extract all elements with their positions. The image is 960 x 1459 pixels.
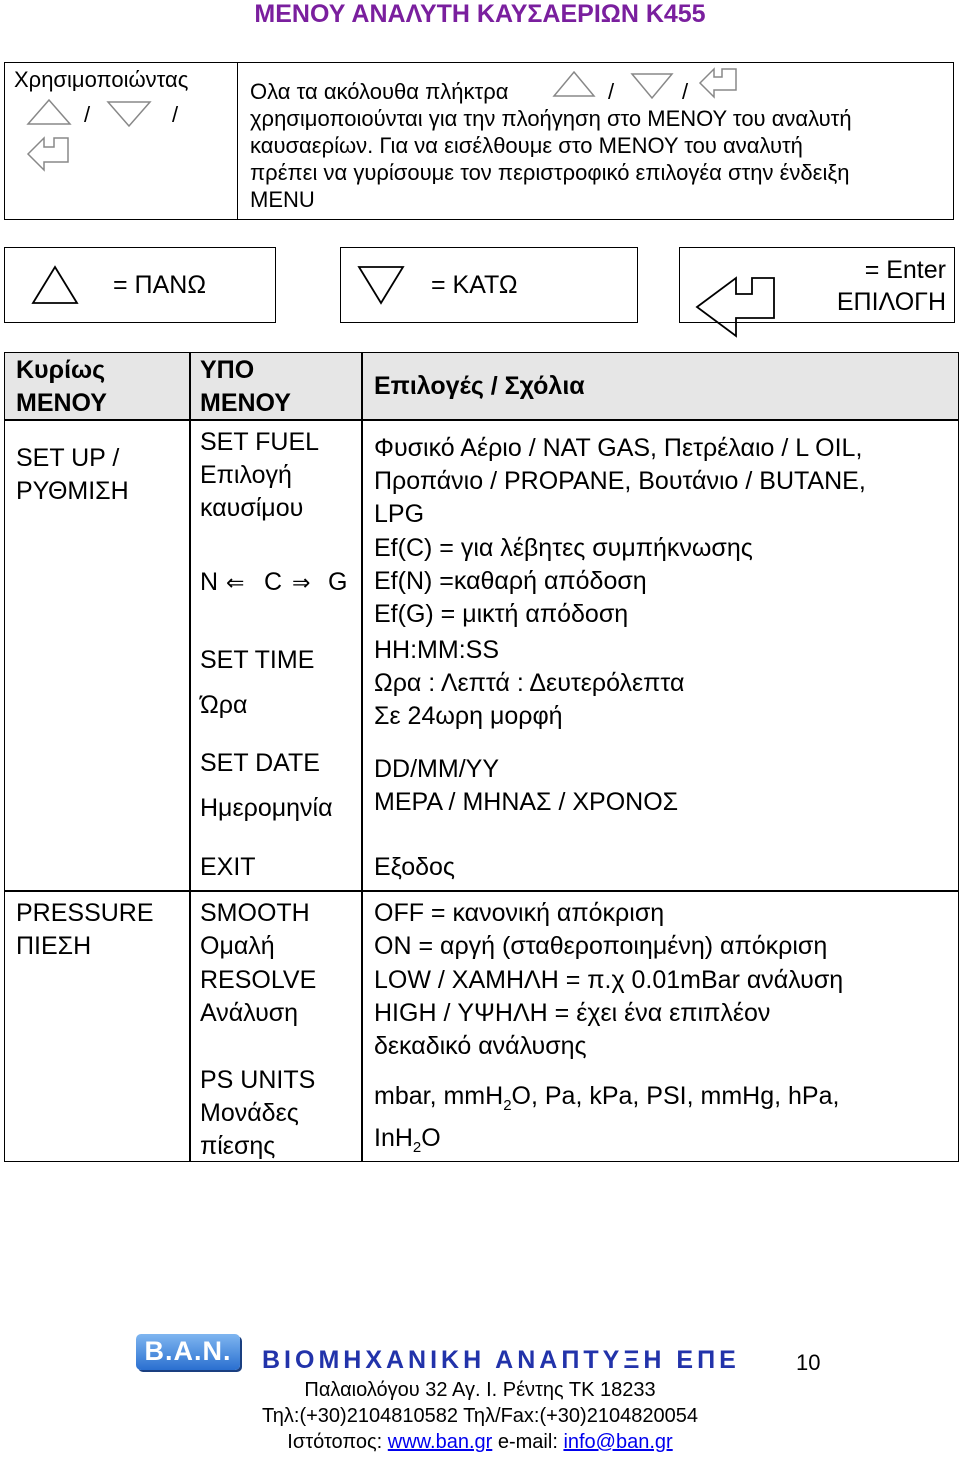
table-hline-pressure [5, 890, 958, 892]
website-link[interactable]: www.ban.gr [387, 1431, 493, 1453]
units-line-2: InH$_2$O [374, 1124, 441, 1156]
submenu-exit: EXIT [200, 853, 256, 881]
intro-sep-1: / [84, 102, 91, 127]
options-exit: Εξοδος [374, 853, 455, 881]
header-sub: ΥΠΟ ΜΕΝΟΥ [200, 356, 291, 417]
submenu-set-fuel: SET FUEL Επιλογή καυσίμου [200, 428, 320, 522]
email-link[interactable]: info@ban.gr [563, 1431, 673, 1453]
intro-sep-2: / [172, 102, 179, 127]
company-name: ΒΙΟΜΗΧΑΝΙΚΗ ΑΝΑΠΤΥΞΗ ΕΠΕ [262, 1346, 740, 1374]
intro-line-3: καυσαερίων. Για να εισέλθουμε στο ΜΕΝΟΥ του αναλυτή [250, 133, 803, 158]
header-main: Κυρίως ΜΕΝΟΥ [16, 356, 107, 417]
intro-text [250, 78, 950, 213]
footer-contact: Ιστότοπος: www.ban.gr e-mail: info@ban.gr [287, 1431, 673, 1453]
table-hline-header [5, 419, 958, 421]
legend-enter-line-2: ΕΠΙΛΟΓΗ [836, 288, 946, 316]
intro-left-icons [26, 98, 231, 188]
submenu-ncg [200, 566, 356, 599]
header-options: Επιλογές / Σχόλια [374, 372, 585, 400]
arrow-left-icon: ⇐ [226, 570, 245, 595]
intro-line-5: MENU [250, 187, 315, 212]
page-number: 10 [796, 1350, 821, 1375]
down-arrow-icon [106, 100, 152, 128]
options-fuel: Φυσικό Αέριο / NAT GAS, Πετρέλαιο / L OIL, Προπάνιο / PROPANE, Βουτάνιο / BUTANE, LPG [374, 434, 866, 528]
legend-enter-box [679, 247, 955, 323]
down-arrow-icon [630, 72, 674, 100]
intro-sep-3: / [608, 79, 615, 104]
options-resolve: LOW / ΧΑΜΗΛΗ = π.χ 0.01mBar ανάλυση HIGH / ΥΨΗΛΗ = έχει ένα επιπλέον δεκαδικό ανάλυσης [374, 966, 844, 1060]
footer-phone: Τηλ:(+30)2104810582 Τηλ/Fax:(+30)2104820054 [262, 1405, 698, 1427]
up-arrow-icon [552, 70, 596, 98]
intro-sep-4: / [682, 79, 689, 104]
legend-enter-line-1: = Enter [864, 256, 946, 284]
intro-left-label: Χρησιμοποιώντας [14, 67, 189, 92]
submenu-ps-units: PS UNITS Μονάδες πίεσης [200, 1066, 316, 1160]
legend-down-label: = ΚΑΤΩ [431, 271, 518, 299]
legend-up-label: = ΠΑΝΩ [113, 271, 207, 299]
up-arrow-icon [26, 98, 72, 126]
legend-up-box [4, 247, 276, 323]
intro-line-4: πρέπει να γυρίσουμε τον περιστροφικό επιλογέα στην ένδειξη [250, 160, 850, 185]
page-title: ΜΕΝΟΥ ΑΝΑΛΥΤΗ ΚΑΥΣΑΕΡΙΩΝ K455 [254, 0, 706, 28]
ncg-n: N [200, 568, 219, 596]
legend-down-box [340, 247, 638, 323]
submenu-resolve: RESOLVE Ανάλυση [200, 966, 317, 1027]
options-date: DD/MM/YY ΜΕΡΑ / ΜΗΝΑΣ / ΧΡΟΝΟΣ [374, 755, 679, 816]
intro-divider [237, 62, 238, 220]
enter-arrow-icon [694, 274, 778, 340]
enter-arrow-icon [26, 134, 70, 174]
options-time: HH:MM:SS Ωρα : Λεπτά : Δευτερόλεπτα Σε 24ωρη μορφή [374, 636, 685, 730]
submenu-set-time: SET TIME Ώρα [200, 646, 315, 719]
table-vline-1 [189, 353, 191, 1161]
ncg-c: C [264, 568, 283, 596]
main-menu-pressure: PRESSURE ΠΙΕΣΗ [16, 899, 154, 960]
intro-line-1: Ολα τα ακόλουθα πλήκτρα [250, 79, 509, 104]
footer-address: Παλαιολόγου 32 Αγ. Ι. Ρέντης ΤΚ 18233 [304, 1379, 656, 1401]
arrow-right-icon: ⇒ [292, 570, 311, 595]
options-units [374, 1080, 839, 1164]
down-triangle-icon [357, 264, 405, 306]
submenu-smooth: SMOOTH Ομαλή [200, 899, 310, 960]
enter-arrow-icon [698, 66, 738, 100]
company-logo: B.A.N. [136, 1334, 240, 1370]
ncg-g: G [328, 568, 348, 596]
units-line-1: mbar, mmH$_2$O, Pa, kPa, PSI, mmHg, hPa, [374, 1082, 840, 1114]
table-vline-2 [361, 353, 363, 1161]
main-menu-setup: SET UP / ΡΥΘΜΙΣΗ [16, 444, 129, 505]
options-ef: Ef(C) = για λέβητες συμπήκνωσης Ef(N) =καθαρή απόδοση Ef(G) = μικτή απόδοση [374, 534, 753, 628]
up-triangle-icon [31, 264, 79, 306]
intro-line-2: χρησιμοποιούνται για την πλοήγηση στο ΜΕΝΟΥ του αναλυτή [250, 106, 852, 131]
options-smooth: OFF = κανονική απόκριση ON = αργή (σταθεροποιημένη) απόκριση [374, 899, 828, 960]
submenu-set-date: SET DATE Ημερομηνία [200, 749, 333, 822]
